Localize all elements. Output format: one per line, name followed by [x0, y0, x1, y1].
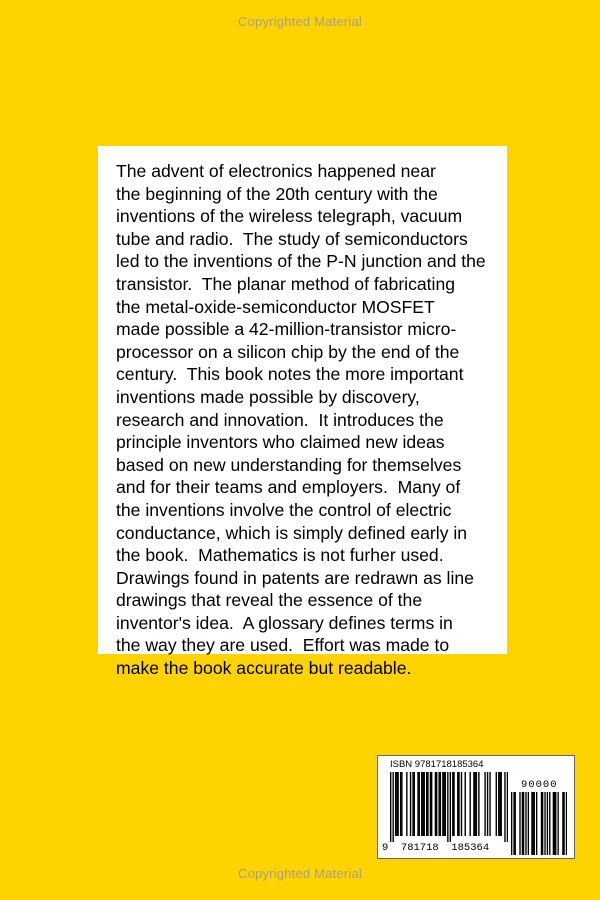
barcode-bar — [504, 772, 505, 842]
isbn-barcode — [377, 755, 575, 859]
addon-bar — [554, 792, 555, 855]
blurb-line: conductance, which is simply defined early in — [116, 522, 468, 543]
barcode-bar — [422, 772, 423, 836]
isbn-digits: 9 781718 185364 — [382, 842, 490, 854]
ean13-barcode-bars — [390, 772, 508, 842]
addon-bar — [532, 792, 533, 855]
blurb-line: the book. Mathematics is not furher used. — [116, 545, 444, 566]
barcode-bar — [457, 772, 458, 836]
addon-bar — [515, 792, 516, 855]
barcode-bar — [443, 772, 444, 836]
watermark-bottom: Copyrighted Material — [238, 866, 362, 881]
price-addon-bars — [511, 792, 567, 855]
blurb-line: tube and radio. The study of semiconductors — [116, 228, 468, 249]
blurb-line: inventions made possible by discovery, — [116, 386, 420, 407]
blurb-line: and for their teams and employers. Many of — [116, 477, 461, 498]
price-code: 90000 — [521, 779, 558, 791]
barcode-bar — [487, 772, 488, 836]
addon-bar — [531, 792, 532, 855]
addon-bar — [555, 792, 556, 855]
blurb-line: processor on a silicon chip by the end of the — [116, 341, 460, 362]
barcode-bar — [390, 772, 391, 842]
barcode-bar — [507, 772, 508, 842]
addon-bar — [562, 792, 563, 855]
barcode-bar — [499, 772, 500, 836]
barcode-bar — [447, 772, 448, 842]
blurb-panel — [98, 146, 507, 679]
barcode-bar — [484, 772, 485, 836]
barcode-bar — [474, 772, 475, 836]
addon-bar — [523, 792, 524, 855]
addon-bar — [541, 792, 542, 855]
barcode-bar — [400, 772, 401, 836]
blurb-line: research and innovation. It introduces the — [116, 409, 444, 430]
addon-bar — [563, 792, 564, 855]
blurb-line: The advent of electronics happened near — [116, 161, 436, 181]
blurb-line: transistor. The planar method of fabricating — [116, 273, 456, 294]
barcode-bar — [465, 772, 466, 836]
barcode-bar — [489, 772, 490, 836]
blurb-line: based on new understanding for themselves — [116, 454, 462, 475]
blurb-line: led to the inventions of the P-N junction and the — [116, 251, 486, 272]
barcode-bar — [442, 772, 443, 836]
barcode-bar — [458, 772, 459, 836]
addon-bar — [566, 792, 567, 855]
barcode-bar — [453, 772, 454, 836]
blurb-line: made possible a 42-million-transistor micro- — [116, 319, 457, 340]
blurb-line: inventions of the wireless telegraph, vacuum — [116, 206, 463, 227]
barcode-bar — [421, 772, 422, 836]
addon-bar — [525, 792, 526, 855]
addon-bar — [549, 792, 550, 855]
barcode-bar — [424, 772, 425, 836]
barcode-bar — [396, 772, 397, 836]
barcode-bar — [426, 772, 427, 836]
blurb-text — [116, 160, 501, 680]
blurb-line: principle inventors who claimed new ideas — [116, 432, 445, 453]
addon-bar — [536, 792, 537, 855]
barcode-bar — [501, 772, 502, 836]
blurb-line: drawings that reveal the essence of the — [116, 590, 423, 611]
addon-bar — [553, 792, 554, 855]
blurb-line: inventor's idea. A glossary defines terms in — [116, 612, 453, 633]
addon-bar — [519, 792, 520, 855]
barcode-bar — [406, 772, 407, 836]
barcode-bar — [478, 772, 479, 836]
blurb-line: Drawings found in patents are redrawn as line — [116, 567, 474, 588]
barcode-bar — [476, 772, 477, 836]
addon-bar — [542, 792, 543, 855]
addon-bar — [534, 792, 535, 855]
watermark-top: Copyrighted Material — [238, 14, 362, 29]
barcode-bar — [445, 772, 446, 836]
barcode-bar — [392, 772, 393, 842]
barcode-bar — [414, 772, 415, 836]
barcode-bar — [431, 772, 432, 836]
barcode-bar — [473, 772, 474, 836]
barcode-bar — [438, 772, 439, 836]
barcode-bar — [397, 772, 398, 836]
blurb-line: the inventions involve the control of electric — [116, 499, 452, 520]
barcode-bar — [401, 772, 402, 836]
barcode-bar — [430, 772, 431, 836]
barcode-bar — [419, 772, 420, 836]
barcode-bar — [417, 772, 418, 836]
barcode-bar — [412, 772, 413, 836]
addon-bar — [511, 792, 512, 855]
barcode-bar — [452, 772, 453, 836]
barcode-bar — [436, 772, 437, 836]
barcode-bar — [410, 772, 411, 836]
blurb-line: the metal-oxide-semiconductor MOSFET — [116, 296, 435, 317]
addon-bar — [547, 792, 548, 855]
addon-bar — [522, 792, 523, 855]
barcode-bar — [440, 772, 441, 836]
blurb-line: make the book accurate but readable. — [116, 658, 412, 679]
blurb-line: the way they are used. Effort was made to — [116, 635, 450, 656]
addon-bar — [557, 792, 558, 855]
addon-bar — [528, 792, 529, 855]
barcode-bar — [395, 772, 396, 836]
blurb-line: the beginning of the 20th century with the — [116, 183, 438, 204]
barcode-bar — [469, 772, 470, 836]
barcode-bar — [496, 772, 497, 836]
blurb-line: century. This book notes the more important — [116, 364, 464, 385]
barcode-bar — [498, 772, 499, 836]
barcode-bar — [435, 772, 436, 836]
barcode-bar — [450, 772, 451, 842]
isbn-label: ISBN 9781718185364 — [390, 759, 484, 770]
addon-bar — [513, 792, 514, 855]
addon-bar — [544, 792, 545, 855]
barcode-bar — [461, 772, 462, 836]
barcode-bar — [427, 772, 428, 836]
